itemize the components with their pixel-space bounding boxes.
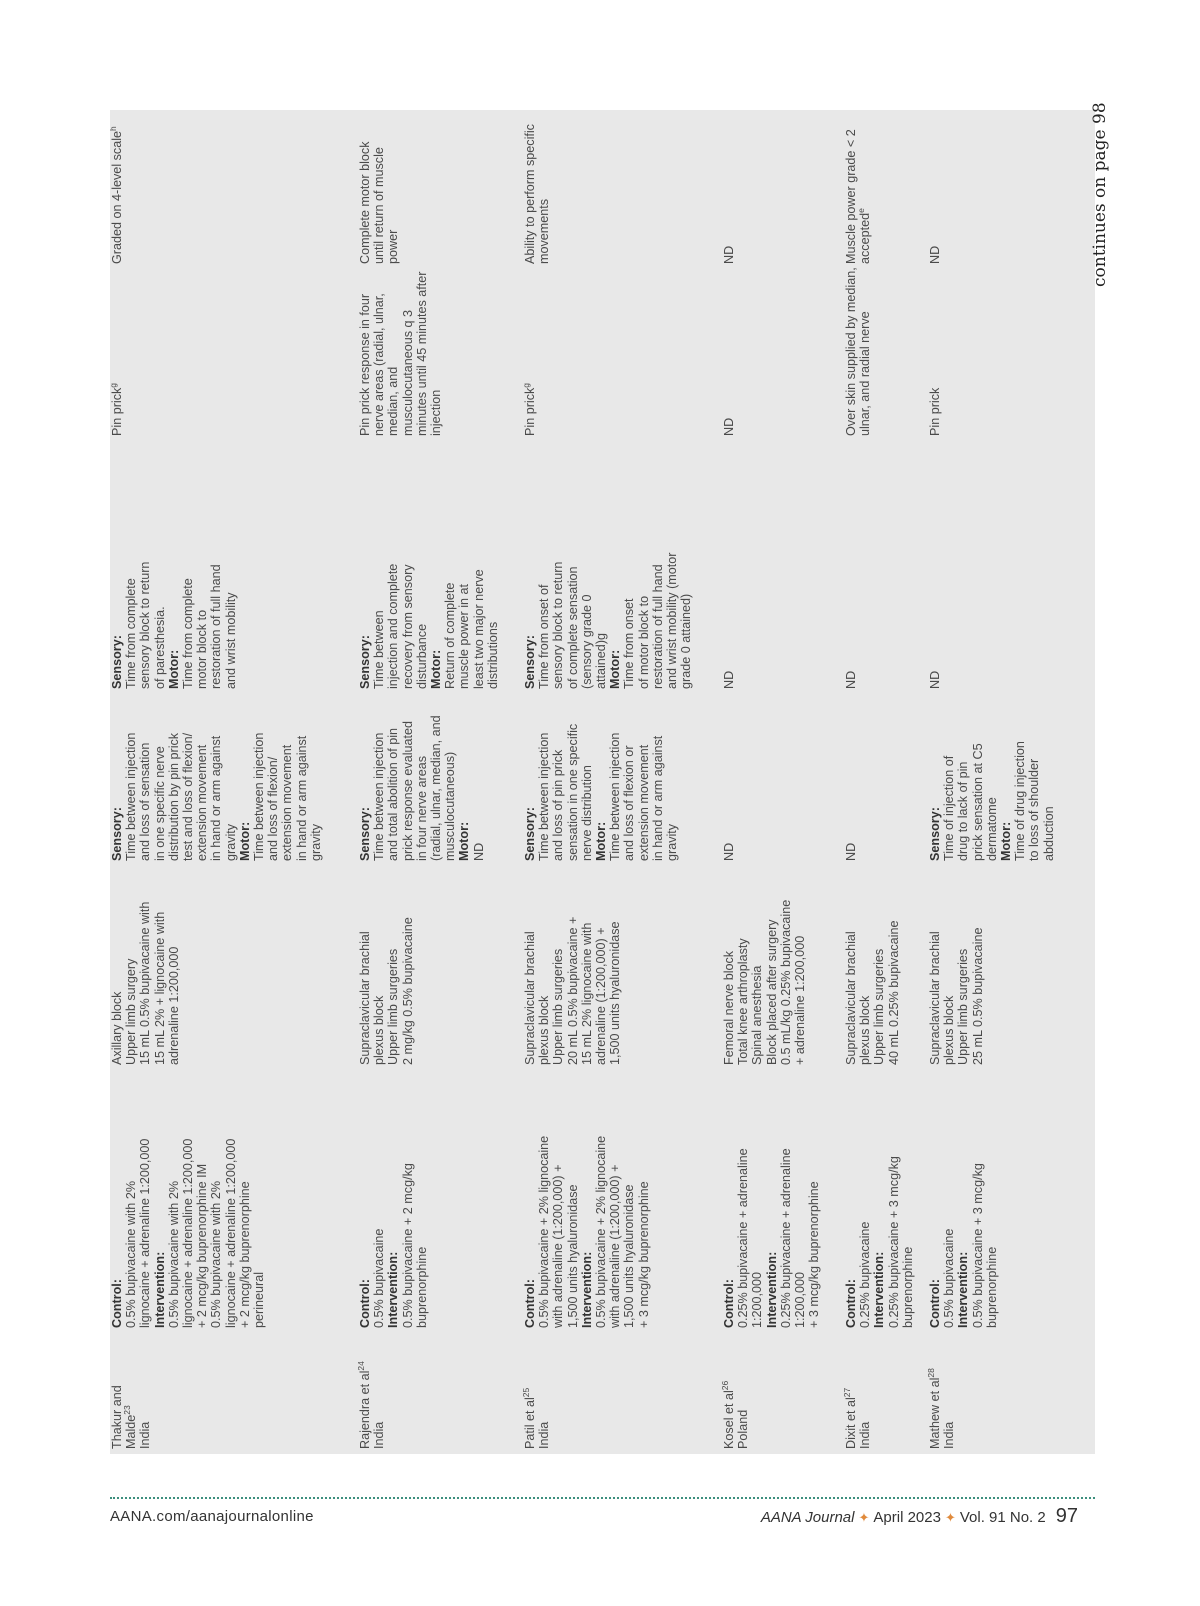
onset-cell — [110, 701, 323, 861]
study-country: India — [858, 1421, 873, 1449]
onset-sensory-line: Time of injection of — [942, 755, 957, 861]
block-line: Supraclavicular brachial — [358, 931, 372, 1065]
footnote-marker: h — [107, 126, 118, 131]
motor-label: Motor: — [429, 649, 444, 689]
study-country: India — [138, 1421, 153, 1449]
motor-label: Motor: — [457, 821, 472, 861]
onset-sensory-line: Time between injection — [372, 732, 387, 861]
block-cell — [523, 847, 622, 1065]
onset-cell — [523, 701, 679, 861]
motor-assessment-text: Graded on 4-level scale — [110, 130, 124, 264]
duration-sensory-line: Time from complete — [124, 578, 139, 689]
footnote-marker: g — [520, 382, 531, 388]
drug-cell — [523, 1123, 651, 1328]
block-line: Femoral nerve block — [722, 950, 736, 1065]
control-line: 0.25% bupivacaine — [858, 1221, 873, 1328]
control-label: Control: — [928, 1279, 942, 1328]
block-line: adrenaline (1:200,000) + — [594, 927, 609, 1065]
sensory-assessment-cell — [928, 266, 942, 436]
control-line: 0.5% bupivacaine — [372, 1228, 387, 1328]
onset-motor-line: Time between injection — [252, 732, 267, 861]
control-label: Control: — [110, 1279, 124, 1328]
onset-sensory-line: in one specific nerve — [152, 746, 167, 861]
intervention-line: + 2 mcg/kg buprenorphine — [237, 1181, 252, 1328]
motor-assessment-cell — [358, 119, 401, 264]
drug-cell — [722, 1123, 821, 1328]
block-cell — [844, 847, 901, 1065]
control-label: Control: — [722, 1279, 736, 1328]
duration-motor-line: restoration of full hand — [209, 564, 224, 689]
onset-motor-line: Time of drug injection — [1013, 741, 1028, 861]
block-line: Supraclavicular brachial — [928, 931, 942, 1065]
intervention-label: Intervention: — [386, 1251, 401, 1328]
onset-sensory-line: prick response evaluated — [400, 720, 415, 861]
block-line: Block placed after surgery — [764, 919, 779, 1065]
duration-cell — [110, 519, 238, 689]
onset-motor-line: and loss of flexion or — [622, 745, 637, 861]
onset-sensory-line: extension movement — [195, 744, 210, 861]
page-number: 97 — [1055, 1505, 1078, 1527]
footnote-marker: g — [107, 382, 118, 388]
duration-sensory-line: sensory block to return — [138, 561, 153, 689]
duration-sensory-line: Time from onset of — [537, 584, 552, 689]
intervention-line: + 3 mcg/kg buprenorphine — [636, 1181, 651, 1328]
duration-sensory-line: ND — [722, 670, 736, 689]
duration-sensory-line: ND — [844, 670, 858, 689]
sensory-label: Sensory: — [110, 635, 124, 689]
block-line: Upper limb surgeries — [872, 948, 887, 1065]
duration-sensory-line: ND — [928, 670, 942, 689]
duration-sensory-line: (sensory grade 0 — [579, 594, 594, 689]
control-line: lignocaine + adrenaline 1:200,000 — [138, 1138, 153, 1328]
motor-label: Motor: — [237, 821, 252, 861]
study-country: Poland — [736, 1409, 751, 1449]
onset-motor-line: to loss of shoulder — [1027, 758, 1042, 861]
drug-cell — [110, 1123, 266, 1328]
duration-sensory-line: of paresthesia. — [152, 606, 167, 689]
footer-citation — [761, 1505, 1078, 1528]
motor-label: Motor: — [999, 821, 1014, 861]
reference-number: 28 — [925, 1368, 936, 1378]
motor-assessment-text: Muscle power grade < 2 accepted — [844, 129, 873, 264]
motor-assessment-cell — [107, 119, 124, 264]
duration-motor-line: distributions — [485, 621, 500, 689]
block-line: 25 mL 0.5% bupivacaine — [970, 927, 985, 1065]
intervention-line: buprenorphine — [900, 1246, 915, 1328]
sensory-label: Sensory: — [110, 807, 124, 861]
motor-label: Motor: — [166, 649, 181, 689]
intervention-line: + 3 mcg/kg buprenorphine — [807, 1181, 822, 1328]
duration-cell — [844, 519, 858, 689]
onset-sensory-line: ND — [722, 842, 736, 861]
duration-cell — [928, 519, 942, 689]
intervention-line: with adrenaline (1:200,000) + — [608, 1164, 623, 1328]
study-table — [107, 110, 1095, 1454]
duration-sensory-line: sensory block to return — [551, 561, 566, 689]
journal-name: AANA Journal — [760, 1509, 855, 1526]
block-line: 0.5 mL/kg 0.25% bupivacaine — [778, 899, 793, 1065]
onset-sensory-line: distribution by pin prick — [166, 732, 181, 861]
intervention-label: Intervention: — [579, 1251, 594, 1328]
block-line: Total knee arthroplasty — [736, 938, 751, 1065]
onset-sensory-line: and loss of sensation — [138, 742, 153, 861]
block-line: plexus block — [537, 995, 552, 1065]
duration-motor-line: and wrist mobility (motor — [665, 552, 680, 689]
block-cell — [928, 847, 985, 1065]
control-line: 0.5% bupivacaine with 2% — [124, 1180, 139, 1328]
duration-motor-line: Return of complete — [443, 582, 458, 689]
block-line: 40 mL 0.25% bupivacaine — [886, 920, 901, 1065]
study-cell — [520, 1341, 552, 1449]
intervention-line: buprenorphine — [984, 1246, 999, 1328]
onset-sensory-line: dermatome — [984, 797, 999, 861]
sensory-label: Sensory: — [358, 807, 372, 861]
diamond-icon: ✦ — [944, 1510, 956, 1525]
intervention-line: 0.5% bupivacaine with 2% — [166, 1180, 181, 1328]
issue-volume: Vol. 91 No. 2 — [959, 1509, 1046, 1526]
onset-sensory-line: Time between injection — [124, 732, 139, 861]
study-cell — [925, 1341, 957, 1449]
block-line: Supraclavicular brachial — [844, 931, 858, 1065]
sensory-assessment-text: ND — [722, 417, 736, 436]
sensory-assessment-cell — [358, 266, 443, 436]
intervention-line: lignocaine + adrenaline 1:200,000 — [181, 1138, 196, 1328]
block-line: Supraclavicular brachial — [523, 931, 537, 1065]
study-country: India — [537, 1421, 552, 1449]
study-author: Kosel et al — [722, 1390, 736, 1449]
onset-cell — [358, 701, 486, 861]
block-line: + adrenaline 1:200,000 — [793, 935, 808, 1065]
onset-sensory-line: gravity — [223, 823, 238, 861]
study-author: Patil et al — [523, 1397, 537, 1449]
onset-motor-line: ND — [471, 842, 486, 861]
onset-sensory-line: prick sensation at C5 — [970, 743, 985, 861]
onset-motor-line: in hand or arm against — [294, 735, 309, 861]
onset-cell — [722, 701, 736, 861]
duration-sensory-line: recovery from sensory — [400, 564, 415, 689]
motor-assessment-cell — [928, 119, 942, 264]
duration-motor-line: grade 0 attained) — [679, 593, 694, 689]
intervention-line: 0.25% bupivacaine + 3 mcg/kg — [886, 1156, 901, 1328]
intervention-line: 0.5% bupivacaine with 2% — [209, 1180, 224, 1328]
onset-sensory-line: (radial, ulnar, median, and — [429, 715, 444, 861]
block-line: 20 mL 0.5% bupivacaine + — [565, 916, 580, 1065]
motor-assessment-text: Ability to perform specific movements — [523, 124, 552, 264]
onset-cell — [844, 701, 858, 861]
intervention-line: 1,500 units hyaluronidase — [622, 1184, 637, 1328]
block-line: Upper limb surgeries — [551, 948, 566, 1065]
intervention-line: + 2 mcg/kg buprenorphine IM — [195, 1163, 210, 1328]
reference-number: 27 — [841, 1387, 852, 1398]
continues-note: continues on page 98 — [1090, 102, 1110, 287]
onset-sensory-line: Time between injection — [537, 732, 552, 861]
drug-cell — [358, 1123, 429, 1328]
control-line: with adrenaline (1:200,000) + — [551, 1164, 566, 1328]
sensory-assessment-text: Over skin supplied by median, ulnar, and radial nerve — [844, 267, 873, 436]
reference-number: 26 — [719, 1380, 730, 1391]
intervention-line: 0.25% bupivacaine + adrenaline — [778, 1148, 793, 1328]
drug-cell — [928, 1123, 999, 1328]
motor-assessment-cell — [523, 119, 551, 264]
motor-label: Motor: — [594, 821, 609, 861]
study-author: Thakur and Malde — [110, 1385, 139, 1449]
study-country: India — [372, 1421, 387, 1449]
motor-label: Motor: — [608, 649, 623, 689]
motor-assessment-text: ND — [928, 245, 942, 264]
duration-motor-line: Time from onset — [622, 598, 637, 689]
footer-website[interactable]: AANA.com/aanajournalonline — [110, 1508, 314, 1525]
block-line: 2 mg/kg 0.5% bupivacaine — [400, 917, 415, 1065]
block-line: 15 mL 0.5% bupivacaine with — [138, 901, 153, 1065]
onset-motor-line: extension movement — [636, 744, 651, 861]
sensory-label: Sensory: — [523, 807, 537, 861]
duration-sensory-line: Time between — [372, 610, 387, 689]
intervention-line: lignocaine + adrenaline 1:200,000 — [223, 1138, 238, 1328]
study-author: Mathew et al — [928, 1377, 942, 1449]
intervention-label: Intervention: — [872, 1251, 887, 1328]
study-cell — [110, 1341, 153, 1449]
onset-motor-line: gravity — [665, 823, 680, 861]
onset-sensory-line: sensation in one specific — [565, 723, 580, 861]
onset-motor-line: gravity — [308, 823, 323, 861]
sensory-assessment-text: Pin prick — [110, 387, 124, 436]
duration-cell — [523, 519, 693, 689]
block-line: 15 mL 2% + lignocaine with — [152, 911, 167, 1065]
duration-motor-line: and wrist mobility — [223, 592, 238, 689]
onset-sensory-line: test and loss of flexion/ — [181, 732, 196, 861]
duration-cell — [722, 519, 736, 689]
block-line: 1,500 units hyaluronidase — [608, 921, 623, 1065]
rotated-table-panel — [107, 110, 1095, 1454]
study-country: India — [942, 1421, 957, 1449]
duration-sensory-line: of complete sensation — [565, 566, 580, 689]
block-line: 15 mL 2% lignocaine with — [579, 922, 594, 1065]
duration-motor-line: muscle power in at — [457, 584, 472, 689]
sensory-assessment-cell — [107, 266, 124, 436]
study-cell — [719, 1341, 751, 1449]
onset-motor-line: extension movement — [280, 744, 295, 861]
control-label: Control: — [523, 1279, 537, 1328]
intervention-label: Intervention: — [956, 1251, 971, 1328]
block-line: Spinal anesthesia — [750, 965, 765, 1065]
duration-motor-line: of motor block to — [636, 595, 651, 689]
sensory-assessment-cell — [722, 266, 736, 436]
block-line: plexus block — [372, 995, 387, 1065]
footer-divider — [110, 1497, 1095, 1499]
control-line: 1,500 units hyaluronidase — [565, 1184, 580, 1328]
control-label: Control: — [358, 1279, 372, 1328]
sensory-label: Sensory: — [523, 635, 537, 689]
block-line: Upper limb surgeries — [956, 948, 971, 1065]
intervention-line: buprenorphine — [414, 1246, 429, 1328]
intervention-line: 0.5% bupivacaine + 2% lignocaine — [594, 1135, 609, 1328]
intervention-line: 0.5% bupivacaine + 2 mcg/kg — [400, 1163, 415, 1328]
block-line: Upper limb surgeries — [386, 948, 401, 1065]
onset-sensory-line: in hand or arm against — [209, 735, 224, 861]
motor-assessment-text: Complete motor block until return of muscle power — [358, 141, 401, 264]
onset-sensory-line: ND — [844, 842, 858, 861]
motor-assessment-text: ND — [722, 245, 736, 264]
duration-sensory-line: injection and complete — [386, 563, 401, 689]
block-cell — [358, 847, 415, 1065]
reference-number: 23 — [122, 1405, 133, 1415]
sensory-assessment-text: Pin prick response in four nerve areas (radial, ulnar, median, and musculocutaneous q 3 minutes until 45 minutes after injection — [358, 271, 444, 436]
onset-sensory-line: and total abolition of pin — [386, 727, 401, 861]
sensory-label: Sensory: — [928, 807, 942, 861]
onset-sensory-line: drug to lack of pin — [956, 761, 971, 861]
intervention-line: perineural — [252, 1271, 267, 1328]
intervention-label: Intervention: — [764, 1251, 779, 1328]
footnote-marker: e — [856, 208, 867, 213]
control-label: Control: — [844, 1279, 858, 1328]
onset-motor-line: abduction — [1041, 806, 1056, 861]
motor-assessment-cell — [844, 119, 872, 264]
block-cell — [110, 847, 181, 1065]
diamond-icon: ✦ — [858, 1510, 870, 1525]
block-cell — [722, 847, 807, 1065]
reference-number: 24 — [355, 1361, 366, 1371]
block-line: adrenaline 1:200,000 — [166, 946, 181, 1065]
duration-motor-line: Time from complete — [181, 578, 196, 689]
duration-sensory-line: attained)g — [594, 632, 609, 689]
duration-sensory-line: disturbance — [414, 623, 429, 689]
duration-motor-line: restoration of full hand — [650, 564, 665, 689]
study-cell — [355, 1341, 387, 1449]
onset-motor-line: and loss of flexion/ — [266, 756, 281, 861]
study-cell — [841, 1341, 873, 1449]
duration-cell — [358, 519, 500, 689]
onset-cell — [928, 701, 1056, 861]
control-line: 0.5% bupivacaine + 2% lignocaine — [537, 1135, 552, 1328]
study-author: Dixit et al — [844, 1397, 858, 1449]
block-line: plexus block — [858, 995, 873, 1065]
duration-motor-line: motor block to — [195, 609, 210, 689]
onset-sensory-line: in four nerve areas — [414, 755, 429, 861]
reference-number: 25 — [520, 1387, 531, 1398]
onset-sensory-line: and loss of pin prick — [551, 749, 566, 861]
study-author: Rajendra et al — [358, 1370, 372, 1449]
duration-motor-line: least two major nerve — [471, 569, 486, 689]
motor-assessment-cell — [722, 119, 736, 264]
onset-sensory-line: musculocutaneous) — [443, 751, 458, 861]
drug-cell — [844, 1123, 915, 1328]
onset-motor-line: Time between injection — [608, 732, 623, 861]
onset-motor-line: in hand or arm against — [650, 735, 665, 861]
sensory-assessment-text: Pin prick — [928, 387, 942, 436]
block-line: plexus block — [942, 995, 957, 1065]
intervention-line: 0.5% bupivacaine + 3 mcg/kg — [970, 1163, 985, 1328]
control-line: 0.5% bupivacaine — [942, 1228, 957, 1328]
intervention-line: 1:200,000 — [793, 1271, 808, 1328]
sensory-assessment-cell — [844, 266, 872, 436]
sensory-assessment-cell — [520, 266, 537, 436]
onset-sensory-line: nerve distribution — [579, 765, 594, 861]
issue-date: April 2023 — [873, 1509, 941, 1526]
block-line: Axillary block — [110, 991, 124, 1065]
control-line: 1:200,000 — [750, 1271, 765, 1328]
sensory-assessment-text: Pin prick — [523, 387, 537, 436]
control-line: 0.25% bupivacaine + adrenaline — [736, 1148, 751, 1328]
intervention-label: Intervention: — [152, 1251, 167, 1328]
block-line: Upper limb surgery — [124, 958, 139, 1065]
sensory-label: Sensory: — [358, 635, 372, 689]
